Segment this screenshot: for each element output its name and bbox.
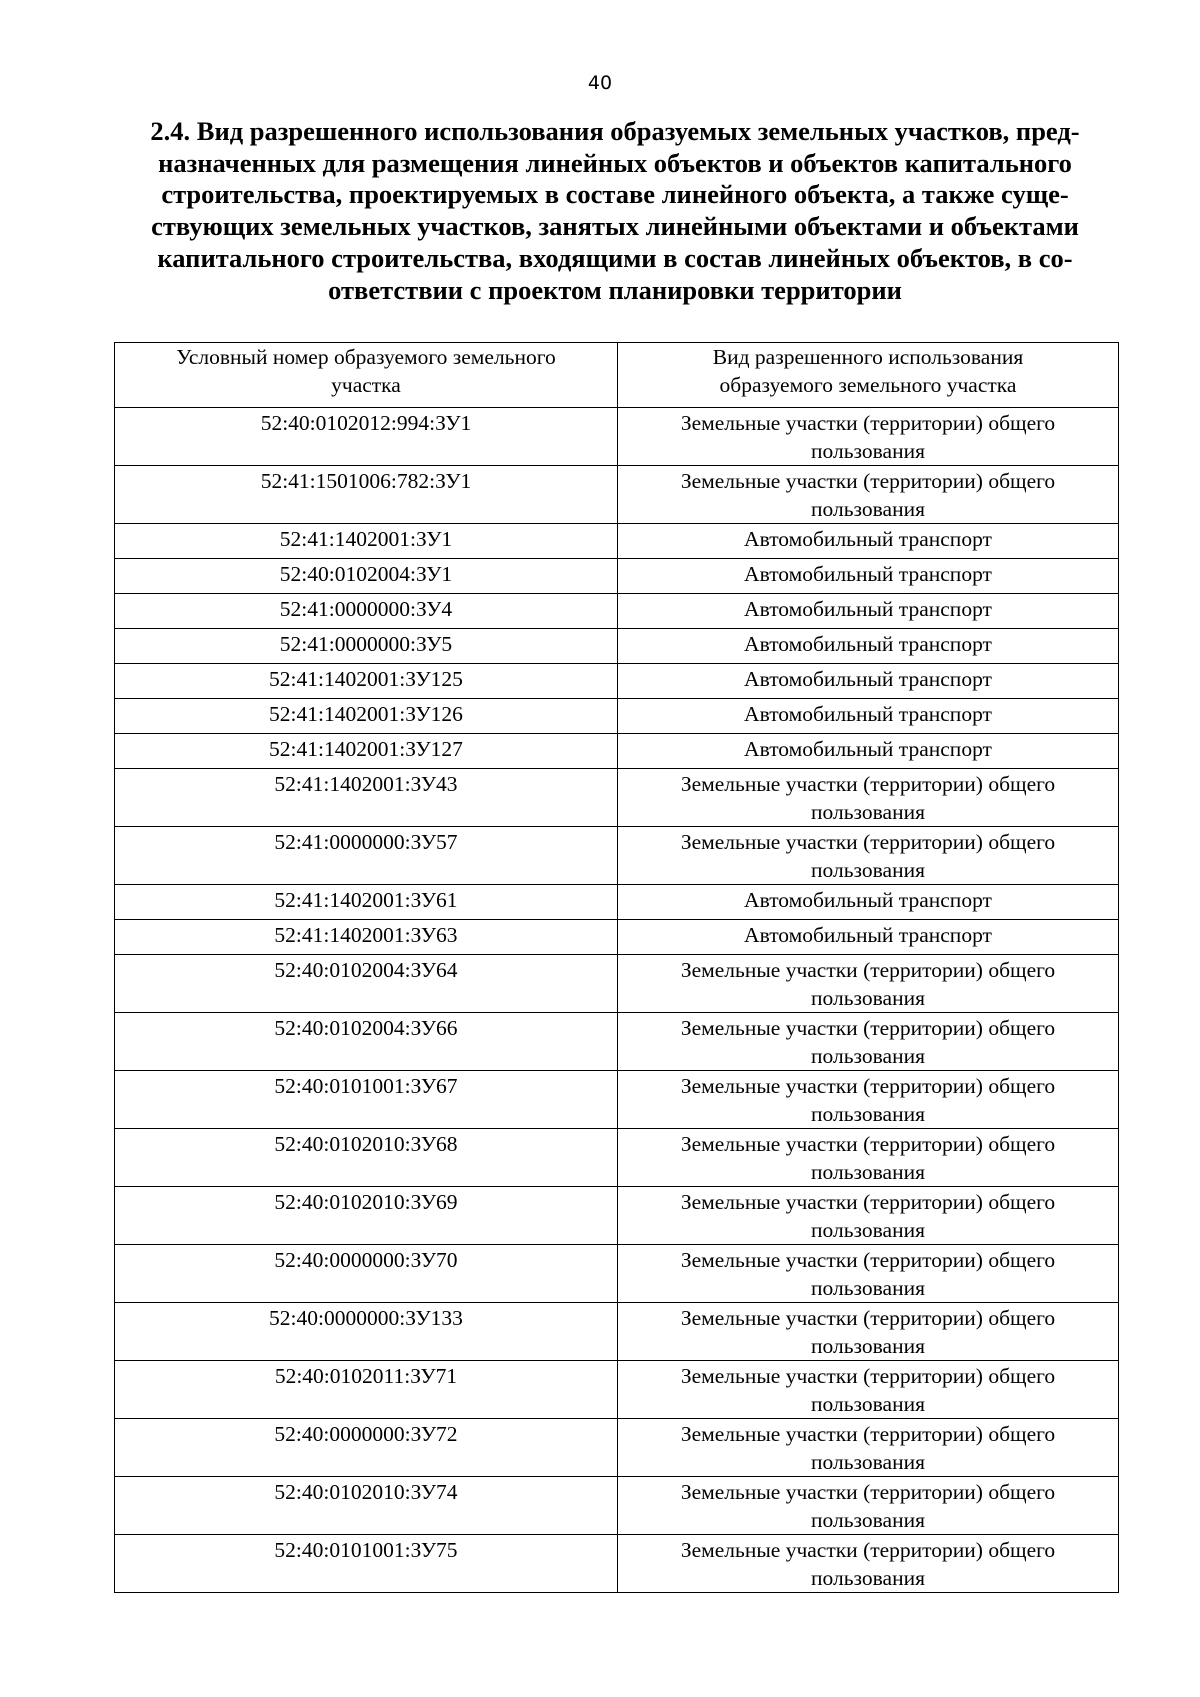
parcel-number-cell: 52:41:0000000:ЗУ4	[115, 594, 618, 629]
permitted-use-cell: Земельные участки (территории) общего пользования	[618, 1129, 1119, 1187]
table-row	[115, 1187, 1119, 1245]
parcel-number-cell: 52:41:1402001:ЗУ63	[115, 920, 618, 955]
parcel-number-cell: 52:40:0102011:ЗУ71	[115, 1361, 618, 1419]
parcel-number-cell: 52:40:0102004:ЗУ66	[115, 1013, 618, 1071]
parcel-number-cell: 52:41:0000000:ЗУ57	[115, 827, 618, 885]
parcel-number-cell: 52:41:0000000:ЗУ5	[115, 629, 618, 664]
table-row	[115, 734, 1119, 769]
permitted-use-cell: Земельные участки (территории) общего пользования	[618, 1535, 1119, 1593]
table-row	[115, 1361, 1119, 1419]
table-row	[115, 524, 1119, 559]
permitted-use-cell: Автомобильный транспорт	[618, 594, 1119, 629]
page-number: 40	[587, 72, 613, 94]
table-row	[115, 955, 1119, 1013]
permitted-use-cell: Земельные участки (территории) общего пользования	[618, 1187, 1119, 1245]
column-header-number: Условный номер образуемого земельного участка	[115, 343, 618, 408]
parcel-number-cell: 52:40:0000000:ЗУ70	[115, 1245, 618, 1303]
table-header-row	[115, 343, 1119, 408]
column-header-use: Вид разрешенного использования образуемого земельного участка	[618, 343, 1119, 408]
table-row	[115, 408, 1119, 466]
parcel-number-cell: 52:41:1402001:ЗУ61	[115, 885, 618, 920]
section-title	[112, 116, 1118, 306]
permitted-use-cell: Земельные участки (территории) общего пользования	[618, 769, 1119, 827]
table-row	[115, 885, 1119, 920]
parcel-number-cell: 52:40:0102010:ЗУ74	[115, 1477, 618, 1535]
permitted-use-cell: Земельные участки (территории) общего пользования	[618, 1013, 1119, 1071]
section-title-line: ответствии с проектом планировки территории	[328, 274, 902, 305]
permitted-use-cell: Автомобильный транспорт	[618, 559, 1119, 594]
parcel-number-cell: 52:41:1402001:ЗУ126	[115, 699, 618, 734]
permitted-use-cell: Земельные участки (территории) общего пользования	[618, 1361, 1119, 1419]
table-row	[115, 1129, 1119, 1187]
permitted-use-cell: Земельные участки (территории) общего пользования	[618, 1477, 1119, 1535]
permitted-use-cell: Автомобильный транспорт	[618, 885, 1119, 920]
parcel-number-cell: 52:40:0102010:ЗУ69	[115, 1187, 618, 1245]
permitted-use-cell: Земельные участки (территории) общего пользования	[618, 955, 1119, 1013]
section-title-line: капитального строительства, входящими в состав линейных объектов, в со-	[157, 242, 1073, 273]
table-row	[115, 1245, 1119, 1303]
permitted-use-cell: Земельные участки (территории) общего пользования	[618, 1245, 1119, 1303]
table-row	[115, 1535, 1119, 1593]
permitted-use-cell: Земельные участки (территории) общего пользования	[618, 1303, 1119, 1361]
permitted-use-cell: Земельные участки (территории) общего пользования	[618, 827, 1119, 885]
table-row	[115, 1071, 1119, 1129]
table-row	[115, 1419, 1119, 1477]
land-use-table	[114, 342, 1119, 1593]
section-title-line: строительства, проектируемых в составе линейного объекта, а также суще-	[161, 179, 1069, 210]
table-row	[115, 699, 1119, 734]
permitted-use-cell: Земельные участки (территории) общего пользования	[618, 408, 1119, 466]
parcel-number-cell: 52:40:0000000:ЗУ133	[115, 1303, 618, 1361]
permitted-use-cell: Автомобильный транспорт	[618, 699, 1119, 734]
parcel-number-cell: 52:40:0102010:ЗУ68	[115, 1129, 618, 1187]
parcel-number-cell: 52:41:1402001:ЗУ127	[115, 734, 618, 769]
section-title-line: 2.4. Вид разрешенного использования образуемых земельных участков, пред-	[150, 116, 1080, 146]
parcel-number-cell: 52:40:0102004:ЗУ1	[115, 559, 618, 594]
table-row	[115, 466, 1119, 524]
permitted-use-cell: Автомобильный транспорт	[618, 734, 1119, 769]
parcel-number-cell: 52:41:1402001:ЗУ43	[115, 769, 618, 827]
parcel-number-cell: 52:40:0102012:994:ЗУ1	[115, 408, 618, 466]
parcel-number-cell: 52:41:1501006:782:ЗУ1	[115, 466, 618, 524]
table-row	[115, 1013, 1119, 1071]
table-row	[115, 827, 1119, 885]
table-body	[115, 408, 1119, 1593]
table-row	[115, 1477, 1119, 1535]
table-row	[115, 594, 1119, 629]
table-row	[115, 1303, 1119, 1361]
parcel-number-cell: 52:41:1402001:ЗУ1	[115, 524, 618, 559]
table-row	[115, 920, 1119, 955]
permitted-use-cell: Автомобильный транспорт	[618, 920, 1119, 955]
permitted-use-cell: Автомобильный транспорт	[618, 664, 1119, 699]
permitted-use-cell: Автомобильный транспорт	[618, 524, 1119, 559]
table-row	[115, 769, 1119, 827]
parcel-number-cell: 52:40:0101001:ЗУ67	[115, 1071, 618, 1129]
section-title-line: ствующих земельных участков, занятых линейными объектами и объектами	[151, 211, 1079, 242]
table-row	[115, 629, 1119, 664]
parcel-number-cell: 52:40:0101001:ЗУ75	[115, 1535, 618, 1593]
section-title-line: назначенных для размещения линейных объектов и объектов капитального	[158, 147, 1072, 178]
table-row	[115, 664, 1119, 699]
permitted-use-cell: Земельные участки (территории) общего пользования	[618, 1419, 1119, 1477]
parcel-number-cell: 52:40:0000000:ЗУ72	[115, 1419, 618, 1477]
permitted-use-cell: Автомобильный транспорт	[618, 629, 1119, 664]
table-row	[115, 559, 1119, 594]
permitted-use-cell: Земельные участки (территории) общего пользования	[618, 1071, 1119, 1129]
parcel-number-cell: 52:41:1402001:ЗУ125	[115, 664, 618, 699]
permitted-use-cell: Земельные участки (территории) общего пользования	[618, 466, 1119, 524]
parcel-number-cell: 52:40:0102004:ЗУ64	[115, 955, 618, 1013]
